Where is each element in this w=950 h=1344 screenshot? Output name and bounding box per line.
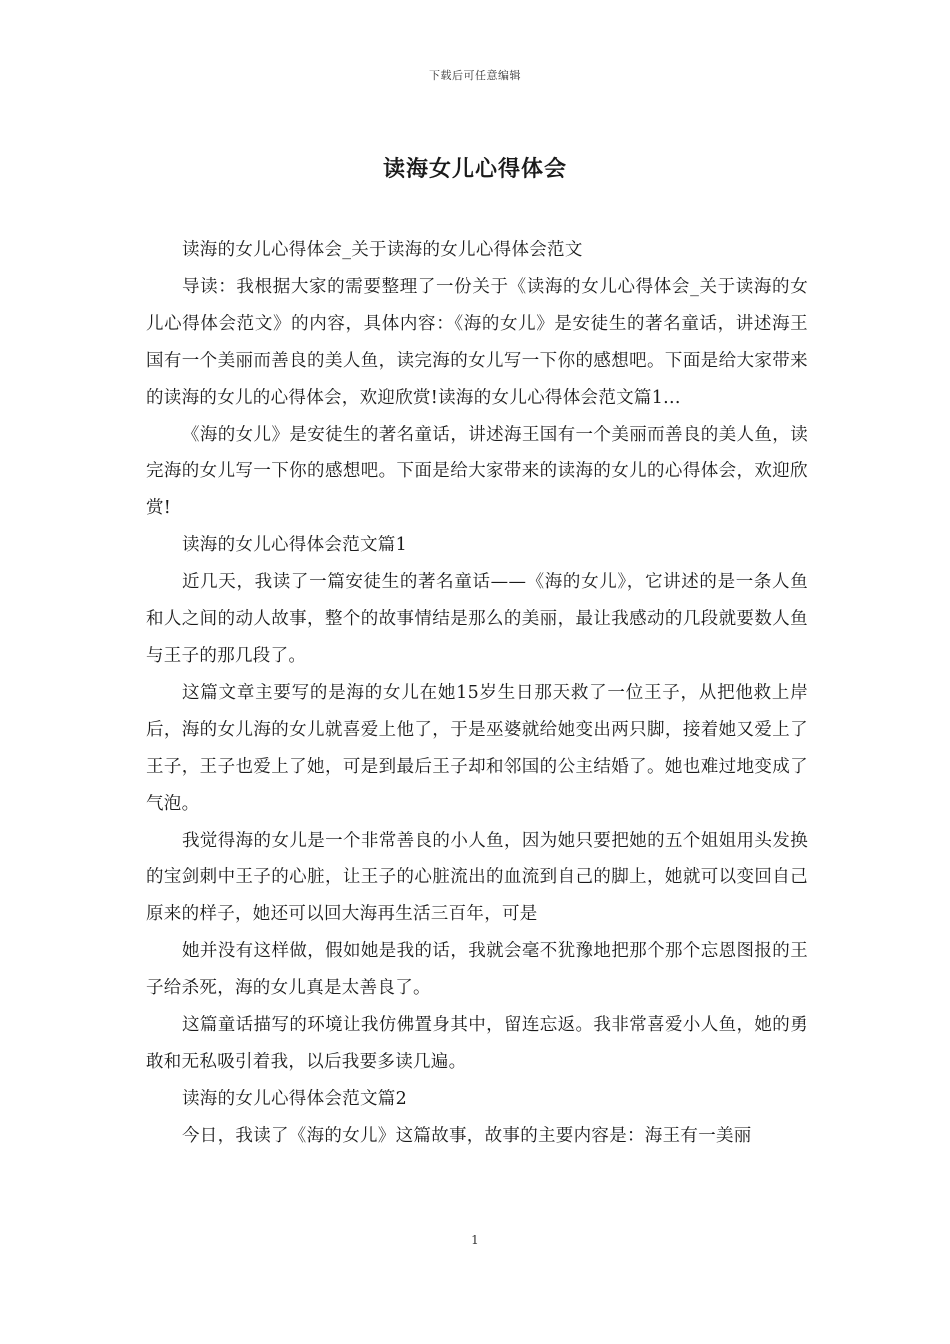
paragraph: 近几天，我读了一篇安徒生的著名童话——《海的女儿》，它讲述的是一条人鱼和人之间的动人故事，整个的故事情结是那么的美丽，最让我感动的几段就要数人鱼与王子的那几段了。 (146, 572, 808, 666)
section-heading-2: 读海的女儿心得体会范文篇2 (182, 1088, 408, 1109)
paragraph-subtitle: 读海的女儿心得体会_关于读海的女儿心得体会范文 (182, 240, 583, 260)
paragraph: 这篇童话描写的环境让我仿佛置身其中，留连忘返。我非常喜爱小人鱼，她的勇敢和无私吸引着我，以后我要多读几遍。 (146, 1015, 808, 1072)
document-body (146, 232, 808, 1155)
header-note: 下载后可任意编辑 (429, 69, 521, 82)
paragraph: 今日，我读了《海的女儿》这篇故事，故事的主要内容是：海王有一美丽 (182, 1125, 752, 1146)
section-heading-1: 读海的女儿心得体会范文篇1 (182, 535, 408, 556)
page-title: 读海女儿心得体会 (382, 156, 567, 182)
page-number: 1 (471, 1233, 479, 1247)
paragraph: 她并没有这样做，假如她是我的话，我就会毫不犹豫地把那个那个忘恩图报的王子给杀死，海的女儿真是太善良了。 (146, 941, 808, 999)
paragraph: 我觉得海的女儿是一个非常善良的小人鱼，因为她只要把她的五个姐姐用头发换的宝剑刺中王子的心脏，让王子的心脏流出的血流到自己的脚上，她就可以变回自己原来的样子，她还可以回大海再生活三百年，可是 (146, 830, 808, 925)
paragraph-intro: 导读：我根据大家的需要整理了一份关于《读海的女儿心得体会_关于读海的女儿心得体会范文》的内容，具体内容：《海的女儿》是安徒生的著名童话，讲述海王国有一个美丽而善良的美人鱼，读完海的女儿写一下你的感想吧。下面是给大家带来的读海的女儿的心得体会，欢迎欣赏!读海的女儿心得体会范文篇1... (146, 276, 808, 408)
paragraph: 这篇文章主要写的是海的女儿在她15岁生日那天救了一位王子，从把他救上岸后，海的女儿海的女儿就喜爱上他了，于是巫婆就给她变出两只脚，接着她又爱上了王子，王子也爱上了她，可是到最后王子却和邻国的公主结婚了。她也难过地变成了气泡。 (146, 682, 808, 814)
paragraph-summary: 《海的女儿》是安徒生的著名童话，讲述海王国有一个美丽而善良的美人鱼，读完海的女儿写一下你的感想吧。下面是给大家带来的读海的女儿的心得体会，欢迎欣赏! (146, 424, 808, 519)
